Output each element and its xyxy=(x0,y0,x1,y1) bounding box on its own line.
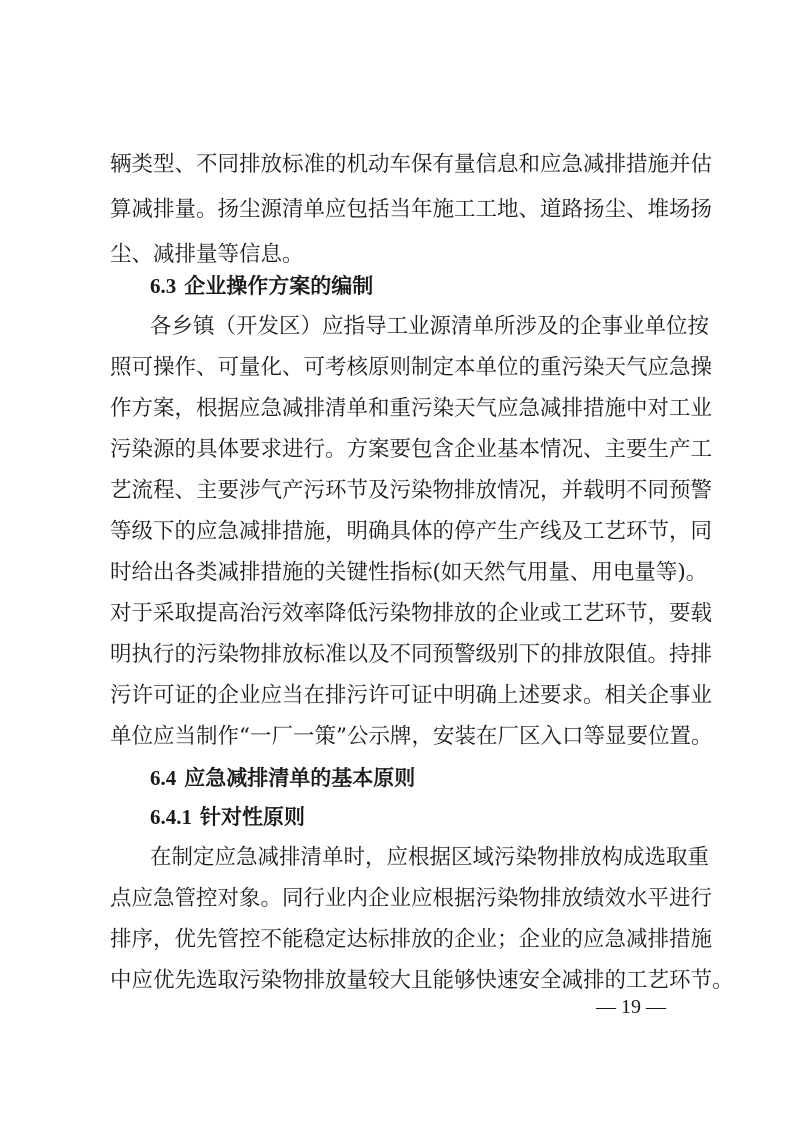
paragraph-line: 等级下的应急减排措施，明确具体的停产生产线及工艺环节，同 xyxy=(110,519,713,544)
paragraph-line: 污许可证的企业应当在排污许可证中明确上述要求。相关企事业 xyxy=(110,683,713,708)
paragraph-line: 对于采取提高治污效率降低污染物排放的企业或工艺环节，要载 xyxy=(110,601,713,626)
paragraph-line: 作方案，根据应急减排清单和重污染天气应急减排措施中对工业 xyxy=(110,396,713,421)
paragraph-line: 单位应当制作“一厂一策”公示牌，安装在厂区入口等显要位置。 xyxy=(110,724,713,749)
paragraph-line: 照可操作、可量化、可考核原则制定本单位的重污染天气应急操 xyxy=(110,355,713,380)
section-title: 企业操作方案的编制 xyxy=(184,274,374,298)
section-title: 针对性原则 xyxy=(200,805,305,829)
paragraph-line: 艺流程、主要涉气产污环节及污染物排放情况，并载明不同预警 xyxy=(110,478,713,503)
section-number: 6.4 xyxy=(150,766,177,790)
page-number: — 19 — xyxy=(596,996,666,1018)
paragraph-line: 尘、减排量等信息。 xyxy=(110,242,304,267)
paragraph-line: 污染源的具体要求进行。方案要包含企业基本情况、主要生产工 xyxy=(110,437,713,462)
paragraph-line: 辆类型、不同排放标准的机动车保有量信息和应急减排措施并估 xyxy=(110,152,713,177)
section-title: 应急减排清单的基本原则 xyxy=(184,766,416,790)
section-heading-6-4-1 xyxy=(150,802,305,832)
section-heading-6-4 xyxy=(150,763,415,793)
paragraph-line: 明执行的污染物排放标准以及不同预警级别下的排放限值。持排 xyxy=(110,642,713,667)
paragraph-line: 中应优先选取污染物排放量较大且能够快速安全减排的工艺环节。 xyxy=(110,968,734,993)
section-heading-6-3 xyxy=(150,271,373,301)
section-number: 6.4.1 xyxy=(150,805,192,829)
paragraph-line: 点应急管控对象。同行业内企业应根据污染物排放绩效水平进行 xyxy=(110,886,713,911)
paragraph-line: 在制定应急减排清单时，应根据区域污染物排放构成选取重 xyxy=(150,845,710,870)
paragraph-line: 时给出各类减排措施的关键性指标(如天然气用量、用电量等)。 xyxy=(110,560,708,585)
section-number: 6.3 xyxy=(150,274,177,298)
paragraph-line: 排序，优先管控不能稳定达标排放的企业；企业的应急减排措施 xyxy=(110,927,713,952)
paragraph-line: 各乡镇（开发区）应指导工业源清单所涉及的企事业单位按 xyxy=(150,314,710,339)
paragraph-line: 算减排量。扬尘源清单应包括当年施工工地、道路扬尘、堆场扬 xyxy=(110,197,713,222)
